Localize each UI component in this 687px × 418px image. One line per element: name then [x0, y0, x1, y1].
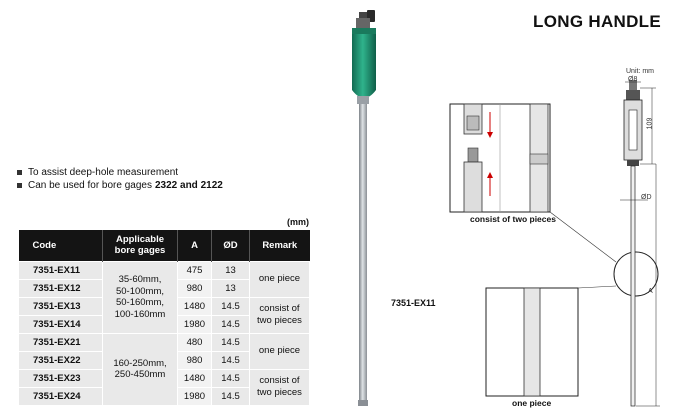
cell-d: 13 [212, 261, 250, 279]
dim-height: 109 [646, 117, 654, 130]
photo-caption: 7351-EX11 [391, 298, 436, 308]
header-code: Code [19, 230, 103, 261]
cell-d: 14.5 [212, 297, 250, 315]
cell-d: 14.5 [212, 351, 250, 369]
cell-code: 7351-EX22 [19, 351, 103, 369]
spec-table [18, 230, 310, 406]
cell-d: 14.5 [212, 369, 250, 387]
cell-a: 480 [178, 333, 212, 351]
feature-text: To assist deep-hole measurement [28, 167, 179, 178]
cell-d: 14.5 [212, 315, 250, 333]
feature-item [17, 166, 223, 179]
cell-a: 1480 [178, 297, 212, 315]
cell-a: 475 [178, 261, 212, 279]
cell-code: 7351-EX23 [19, 369, 103, 387]
cell-code: 7351-EX14 [19, 315, 103, 333]
cell-remark: consist of two pieces [250, 297, 310, 333]
cell-remark: one piece [250, 261, 310, 297]
header-bore: Applicable bore gages [103, 230, 178, 261]
cell-remark: one piece [250, 333, 310, 369]
cell-d: 13 [212, 279, 250, 297]
header-remark: Remark [250, 230, 310, 261]
header-d: ØD [212, 230, 250, 261]
cell-code: 7351-EX13 [19, 297, 103, 315]
cell-bore-group: 35-60mm, 50-100mm, 50-160mm, 100-160mm [103, 261, 178, 333]
bullet-icon [17, 183, 22, 188]
cell-code: 7351-EX12 [19, 279, 103, 297]
detail-one-piece-label: one piece [512, 398, 552, 408]
table-unit: (mm) [287, 217, 309, 227]
cell-code: 7351-EX11 [19, 261, 103, 279]
technical-drawing [440, 60, 687, 418]
detail-two-pieces-label: consist of two pieces [470, 214, 556, 224]
cell-bore-group: 160-250mm, 250-450mm [103, 333, 178, 405]
drawing-unit: Unit: mm [626, 68, 654, 75]
cell-a: 980 [178, 351, 212, 369]
dim-diameter-top: Ø8 [628, 76, 638, 83]
feature-item [17, 179, 223, 192]
cell-a: 980 [178, 279, 212, 297]
cell-a: 1980 [178, 315, 212, 333]
cell-d: 14.5 [212, 387, 250, 405]
feature-bold-values: 2322 and 2122 [154, 180, 223, 191]
feature-list [17, 166, 223, 192]
dim-diameter-d: ØD [641, 194, 652, 201]
header-a: A [178, 230, 212, 261]
cell-a: 1480 [178, 369, 212, 387]
cell-code: 7351-EX24 [19, 387, 103, 405]
cell-code: 7351-EX21 [19, 333, 103, 351]
cell-remark: consist of two pieces [250, 369, 310, 405]
page-title: LONG HANDLE [533, 12, 661, 31]
dim-length-a: A [648, 288, 653, 295]
table-row [19, 333, 310, 351]
table-header-row [19, 230, 310, 261]
bullet-icon [17, 170, 22, 175]
long-handle-photo [340, 10, 390, 410]
feature-text: Can be used for bore gages [28, 180, 152, 191]
cell-d: 14.5 [212, 333, 250, 351]
cell-a: 1980 [178, 387, 212, 405]
table-row [19, 261, 310, 279]
drawing-lines [440, 60, 687, 418]
